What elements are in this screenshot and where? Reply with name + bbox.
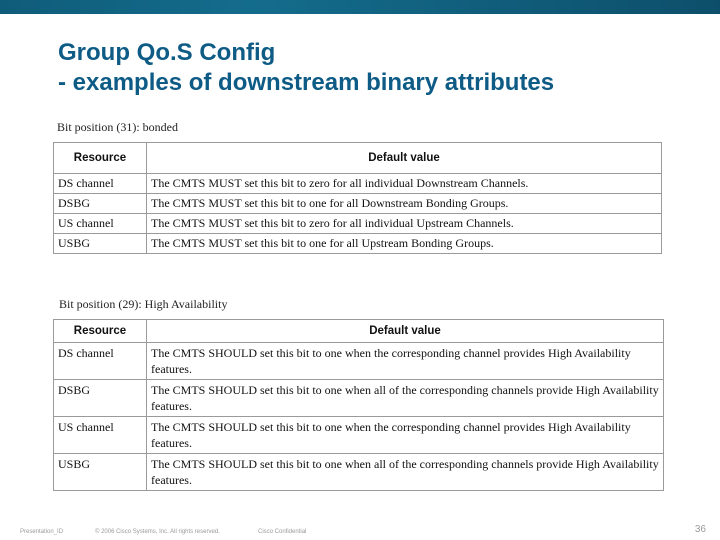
value-cell: The CMTS SHOULD set this bit to one when all of the corresponding channels provide High Availability features.: [147, 454, 664, 491]
page-title: [58, 38, 554, 98]
value-cell: The CMTS MUST set this bit to zero for all individual Upstream Channels.: [147, 214, 662, 234]
page-number: 36: [694, 524, 706, 535]
header-default-value: Default value: [147, 143, 662, 174]
value-cell: The CMTS SHOULD set this bit to one when the corresponding channel provides High Availability features.: [147, 343, 664, 380]
header-resource: Resource: [54, 320, 147, 343]
title-line-1: Group Qo.S Config: [58, 39, 276, 66]
footer-confidential: Cisco Confidential: [258, 529, 307, 535]
resource-cell: US channel: [54, 214, 147, 234]
value-cell: The CMTS MUST set this bit to one for all Downstream Bonding Groups.: [147, 194, 662, 214]
resource-cell: US channel: [54, 417, 147, 454]
table-row: [54, 194, 662, 214]
resource-cell: USBG: [54, 454, 147, 491]
table-row: [54, 234, 662, 254]
resource-cell: DSBG: [54, 380, 147, 417]
table-row: [54, 417, 664, 454]
section2-label: Bit position (29): High Availability: [59, 297, 228, 311]
table-row: [54, 380, 664, 417]
value-cell: The CMTS MUST set this bit to zero for all individual Downstream Channels.: [147, 174, 662, 194]
table-row: [54, 214, 662, 234]
table-row: [54, 174, 662, 194]
table-row: [54, 454, 664, 491]
high-availability-attribute-table: [53, 319, 664, 491]
table-row: [54, 343, 664, 380]
value-cell: The CMTS MUST set this bit to one for all Upstream Bonding Groups.: [147, 234, 662, 254]
resource-cell: DS channel: [54, 174, 147, 194]
top-banner: [0, 0, 720, 14]
resource-cell: DS channel: [54, 343, 147, 380]
value-cell: The CMTS SHOULD set this bit to one when all of the corresponding channels provide High Availability features.: [147, 380, 664, 417]
bonded-attribute-table: [53, 142, 662, 254]
section1-label: Bit position (31): bonded: [57, 120, 178, 134]
resource-cell: DSBG: [54, 194, 147, 214]
value-cell: The CMTS SHOULD set this bit to one when the corresponding channel provides High Availability features.: [147, 417, 664, 454]
footer-copyright: © 2006 Cisco Systems, Inc. All rights reserved.: [95, 529, 220, 535]
footer-presentation-id: Presentation_ID: [20, 529, 64, 535]
header-resource: Resource: [54, 143, 147, 174]
resource-cell: USBG: [54, 234, 147, 254]
header-default-value: Default value: [147, 320, 664, 343]
title-line-2: - examples of downstream binary attributes: [58, 69, 555, 96]
